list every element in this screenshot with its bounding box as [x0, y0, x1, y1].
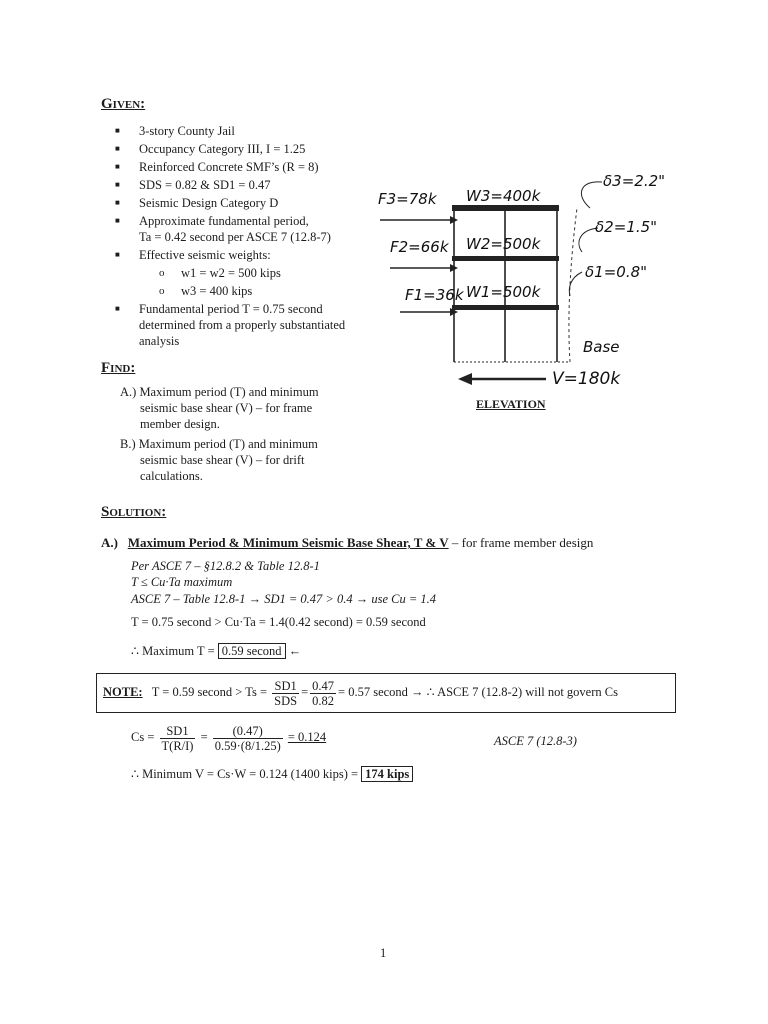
max-period-value: 0.59 second: [218, 643, 286, 659]
find-line: B.) Maximum period (T) and minimum: [120, 437, 318, 451]
solution-heading: Solution:: [101, 504, 167, 520]
find-line: seismic base shear (V) – for frame: [140, 401, 313, 415]
given-list: [115, 123, 346, 349]
find-b: [120, 436, 318, 484]
list-item: ■ 3-story County Jail: [115, 124, 235, 138]
force-label-f3: F3=78k: [378, 190, 437, 208]
base-label: Base: [583, 338, 620, 356]
list-item: ■ Seismic Design Category D: [115, 196, 279, 210]
min-base-shear-result: ∴ Minimum V = Cs·W = 0.124 (1400 kips) = 174 kips: [131, 766, 413, 782]
list-item: ■ Effective seismic weights:: [115, 248, 271, 262]
force-label-f2: F2=66k: [390, 238, 449, 256]
find-line: member design.: [140, 417, 220, 431]
max-period-result: ∴ Maximum T = 0.59 second ←: [131, 644, 302, 658]
solution-line: Per ASCE 7 – §12.8.2 & Table 12.8-1: [131, 559, 320, 573]
sub-list-item: o w1 = w2 = 500 kips: [159, 266, 281, 280]
list-item-continued: determined from a properly substantiated: [139, 318, 346, 332]
find-a: [120, 384, 319, 432]
roof-beam: [452, 205, 559, 211]
list-item: ■ SDS = 0.82 & SD1 = 0.47: [115, 178, 271, 192]
part-a-title: A.) Maximum Period & Minimum Seismic Base Shear, T & V – for frame member design: [101, 535, 594, 550]
list-item: ■ Fundamental period T = 0.75 second: [115, 302, 323, 316]
base-shear-label: V=180k: [552, 369, 621, 389]
floor-beam: [452, 305, 559, 310]
min-base-shear-value: 174 kips: [361, 766, 413, 782]
floor-beam: [452, 256, 559, 261]
drift-label-d3: δ3=2.2": [603, 172, 666, 190]
weight-label-w1: W1=500k: [466, 283, 541, 301]
list-item: ■ Approximate fundamental period,: [115, 214, 309, 228]
solution-line: ASCE 7 – Table 12.8-1 → SD1 = 0.47 > 0.4 → use Cu = 1.4: [131, 592, 437, 606]
list-item: ■ Reinforced Concrete SMF’s (R = 8): [115, 160, 319, 174]
figure-caption: ELEVATION: [476, 397, 546, 411]
solution-line: T ≤ Cu·Ta maximum: [131, 575, 233, 589]
page-number: 1: [380, 946, 387, 960]
note-text: NOTE: T = 0.59 second > Ts = $\frac{SD1}{\text{SDS}}$ = $\frac{0.47}{0.82}$ = 0.57 second → ∴ ASCE 7 (12.8-2) will not govern Cs: [103, 678, 618, 708]
list-item: ■ Occupancy Category III, I = 1.25: [115, 142, 306, 156]
find-line: A.) Maximum period (T) and minimum: [120, 385, 319, 399]
note-box: [96, 673, 676, 713]
cs-equation: Cs = $\frac{SD1}{T(R/I)}$ = $\frac{(0.47)}{0.59\cdot(8/1.25)}$ = 0.124: [131, 723, 327, 753]
drift-label-d2: δ2=1.5": [595, 218, 658, 236]
given-heading: Given:: [101, 96, 146, 112]
sub-list-item: o w3 = 400 kips: [159, 284, 253, 298]
find-line: seismic base shear (V) – for drift: [140, 453, 305, 467]
force-label-f1: F1=36k: [405, 286, 464, 304]
list-item-continued: analysis: [139, 334, 180, 348]
find-heading: Find:: [101, 360, 136, 376]
find-line: calculations.: [140, 469, 203, 483]
list-item-continued: Ta = 0.42 second per ASCE 7 (12.8-7): [139, 230, 331, 244]
weight-label-w3: W3=400k: [466, 187, 541, 205]
weight-label-w2: W2=500k: [466, 235, 541, 253]
cs-reference: ASCE 7 (12.8-3): [494, 734, 577, 748]
drift-label-d1: δ1=0.8": [585, 263, 648, 281]
solution-line: T = 0.75 second > Cu·Ta = 1.4(0.42 second) = 0.59 second: [131, 615, 426, 629]
solution-lines: [131, 558, 436, 630]
